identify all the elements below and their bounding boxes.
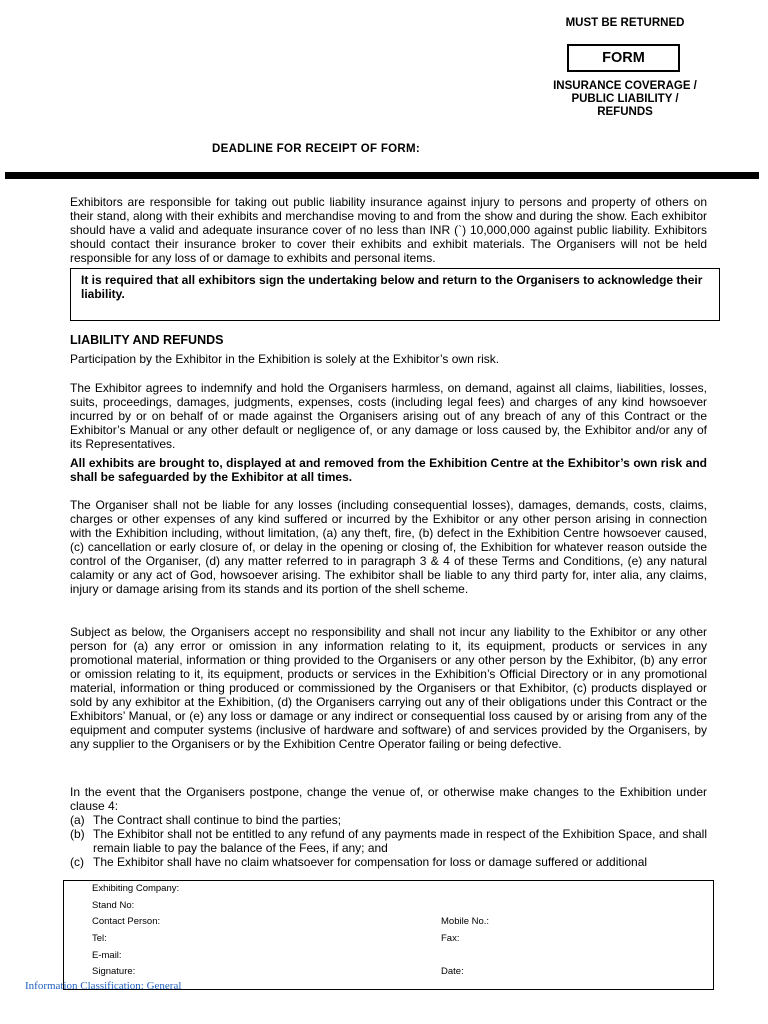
list-item-label: (b) [70, 827, 85, 841]
form-title-box [567, 44, 680, 72]
form-subtitle [540, 80, 710, 119]
exhibiting-company-field[interactable]: Exhibiting Company: [92, 883, 180, 894]
postponement-intro: In the event that the Organisers postpone, change the venue of, or otherwise make changes to the Exhibition under clause 4: [70, 785, 707, 813]
list-item-text: The Exhibitor shall have no claim whatsoever for compensation for loss or damage suffered or additional [93, 855, 648, 869]
list-item-label: (c) [70, 855, 84, 869]
contact-person-field[interactable]: Contact Person: [92, 916, 161, 927]
fax-field[interactable]: Fax: [441, 933, 460, 944]
undertaking-notice-box [70, 268, 720, 321]
mobile-no-field[interactable]: Mobile No.: [441, 916, 490, 927]
list-item-text: The Exhibitor shall not be entitled to any refund of any payments made in respect of the Exhibition Space, and shall remain liable to pay the balance of the Fees, if any; and [93, 827, 707, 855]
form-label: FORM [602, 50, 645, 66]
liability-paragraph-1: Participation by the Exhibitor in the Exhibition is solely at the Exhibitor’s own risk. [70, 352, 500, 366]
liability-paragraph-5: Subject as below, the Organisers accept no responsibility and shall not incur any liability to the Exhibitor or any other person for (a) any error or omission in any information relating to it, its equipment, products or services in any promotional material, information or thing provided to the Organisers or any other person by the Exhibitor, (b) any error or omission relating to it, its equipment, products or services in the Exhibition’s Official Directory or in any promotional material, information or thing produced or commissioned by the Organisers or that Exhibitor, (c) products displayed or sold by any exhibitor at the Exhibition, (d) the Organisers carrying out any of their obligations under this Contract or the Exhibitors’ Manual, or (e) any loss or damage or any indirect or consequential loss caused by or arising from any of the equipment and computer systems (inclusive of hardware and software) of and services provided by the Organisers, by any supplier to the Organisers or by the Exhibition Centre Operator failing or being defective. [70, 625, 707, 751]
deadline-label: DEADLINE FOR RECEIPT OF FORM: [212, 143, 421, 155]
must-be-returned-label: MUST BE RETURNED [565, 17, 685, 29]
classification-label: Information Classification: General [25, 980, 182, 992]
liability-paragraph-3: All exhibits are brought to, displayed at and removed from the Exhibition Centre at the Exhibitor’s own risk and shall be safeguarded by the Exhibitor at all times. [70, 456, 707, 484]
intro-paragraph: Exhibitors are responsible for taking out public liability insurance against injury to persons and property of others on their stand, along with their exhibits and merchandise moving to and from the show and during the show. Each exhibitor should have a valid and adequate insurance cover of no less than INR (`) 10,000,000 against public liability. Exhibitors should contact their insurance broker to cover their exhibits and exhibit materials. The Organisers will not be held responsible for any loss of or damage to exhibits and personal items. [70, 195, 707, 265]
list-item [70, 813, 707, 827]
stand-no-field[interactable]: Stand No: [92, 900, 135, 911]
exhibitor-details-box [63, 880, 714, 990]
form-subtitle-line: PUBLIC LIABILITY / [571, 93, 679, 105]
form-subtitle-line: REFUNDS [597, 106, 653, 118]
tel-field[interactable]: Tel: [92, 933, 107, 944]
list-item-label: (a) [70, 813, 85, 827]
liability-paragraph-4: The Organiser shall not be liable for any losses (including consequential losses), damages, demands, costs, claims, charges or other expenses of any kind suffered or incurred by the Exhibitor or any other person arising in connection with the Exhibition including, without limitation, (a) any theft, fire, (b) defect in the Exhibition Centre howsoever caused, (c) cancellation or early closure of, or delay in the opening or closing of, the Exhibition for whatever reason outside the control of the Organiser, (d) any matter referred to in paragraph 3 & 4 of these Terms and Conditions, (e) any natural calamity or any act of God, howsoever arising. The exhibitor shall be liable to any third party for, inter alia, any claims, injury or damage arising from its stands and its portion of the shell scheme. [70, 498, 707, 596]
signature-field[interactable]: Signature: [92, 966, 136, 977]
form-subtitle-line: INSURANCE COVERAGE / [553, 80, 697, 92]
liability-paragraph-2: The Exhibitor agrees to indemnify and hold the Organisers harmless, on demand, against all claims, liabilities, losses, suits, proceedings, damages, judgments, expenses, costs (including legal fees) and charges of any kind howsoever incurred by or on behalf of or made against the Organisers arising out of any breach of any of this Contract or the Exhibitor’s Manual or any other default or negligence of, or any damage or loss caused by, the Exhibitor and/or any of its Representatives. [70, 381, 707, 451]
email-field[interactable]: E-mail: [92, 950, 122, 961]
liability-paragraph-6 [70, 785, 707, 869]
liability-heading: LIABILITY AND REFUNDS [70, 333, 224, 347]
list-item-text: The Contract shall continue to bind the parties; [93, 813, 342, 827]
undertaking-notice-text: It is required that all exhibitors sign the undertaking below and return to the Organisers to acknowledge their liability. [81, 273, 703, 301]
list-item [70, 827, 707, 855]
header-divider [5, 172, 759, 179]
date-field[interactable]: Date: [441, 966, 464, 977]
list-item [70, 855, 707, 869]
